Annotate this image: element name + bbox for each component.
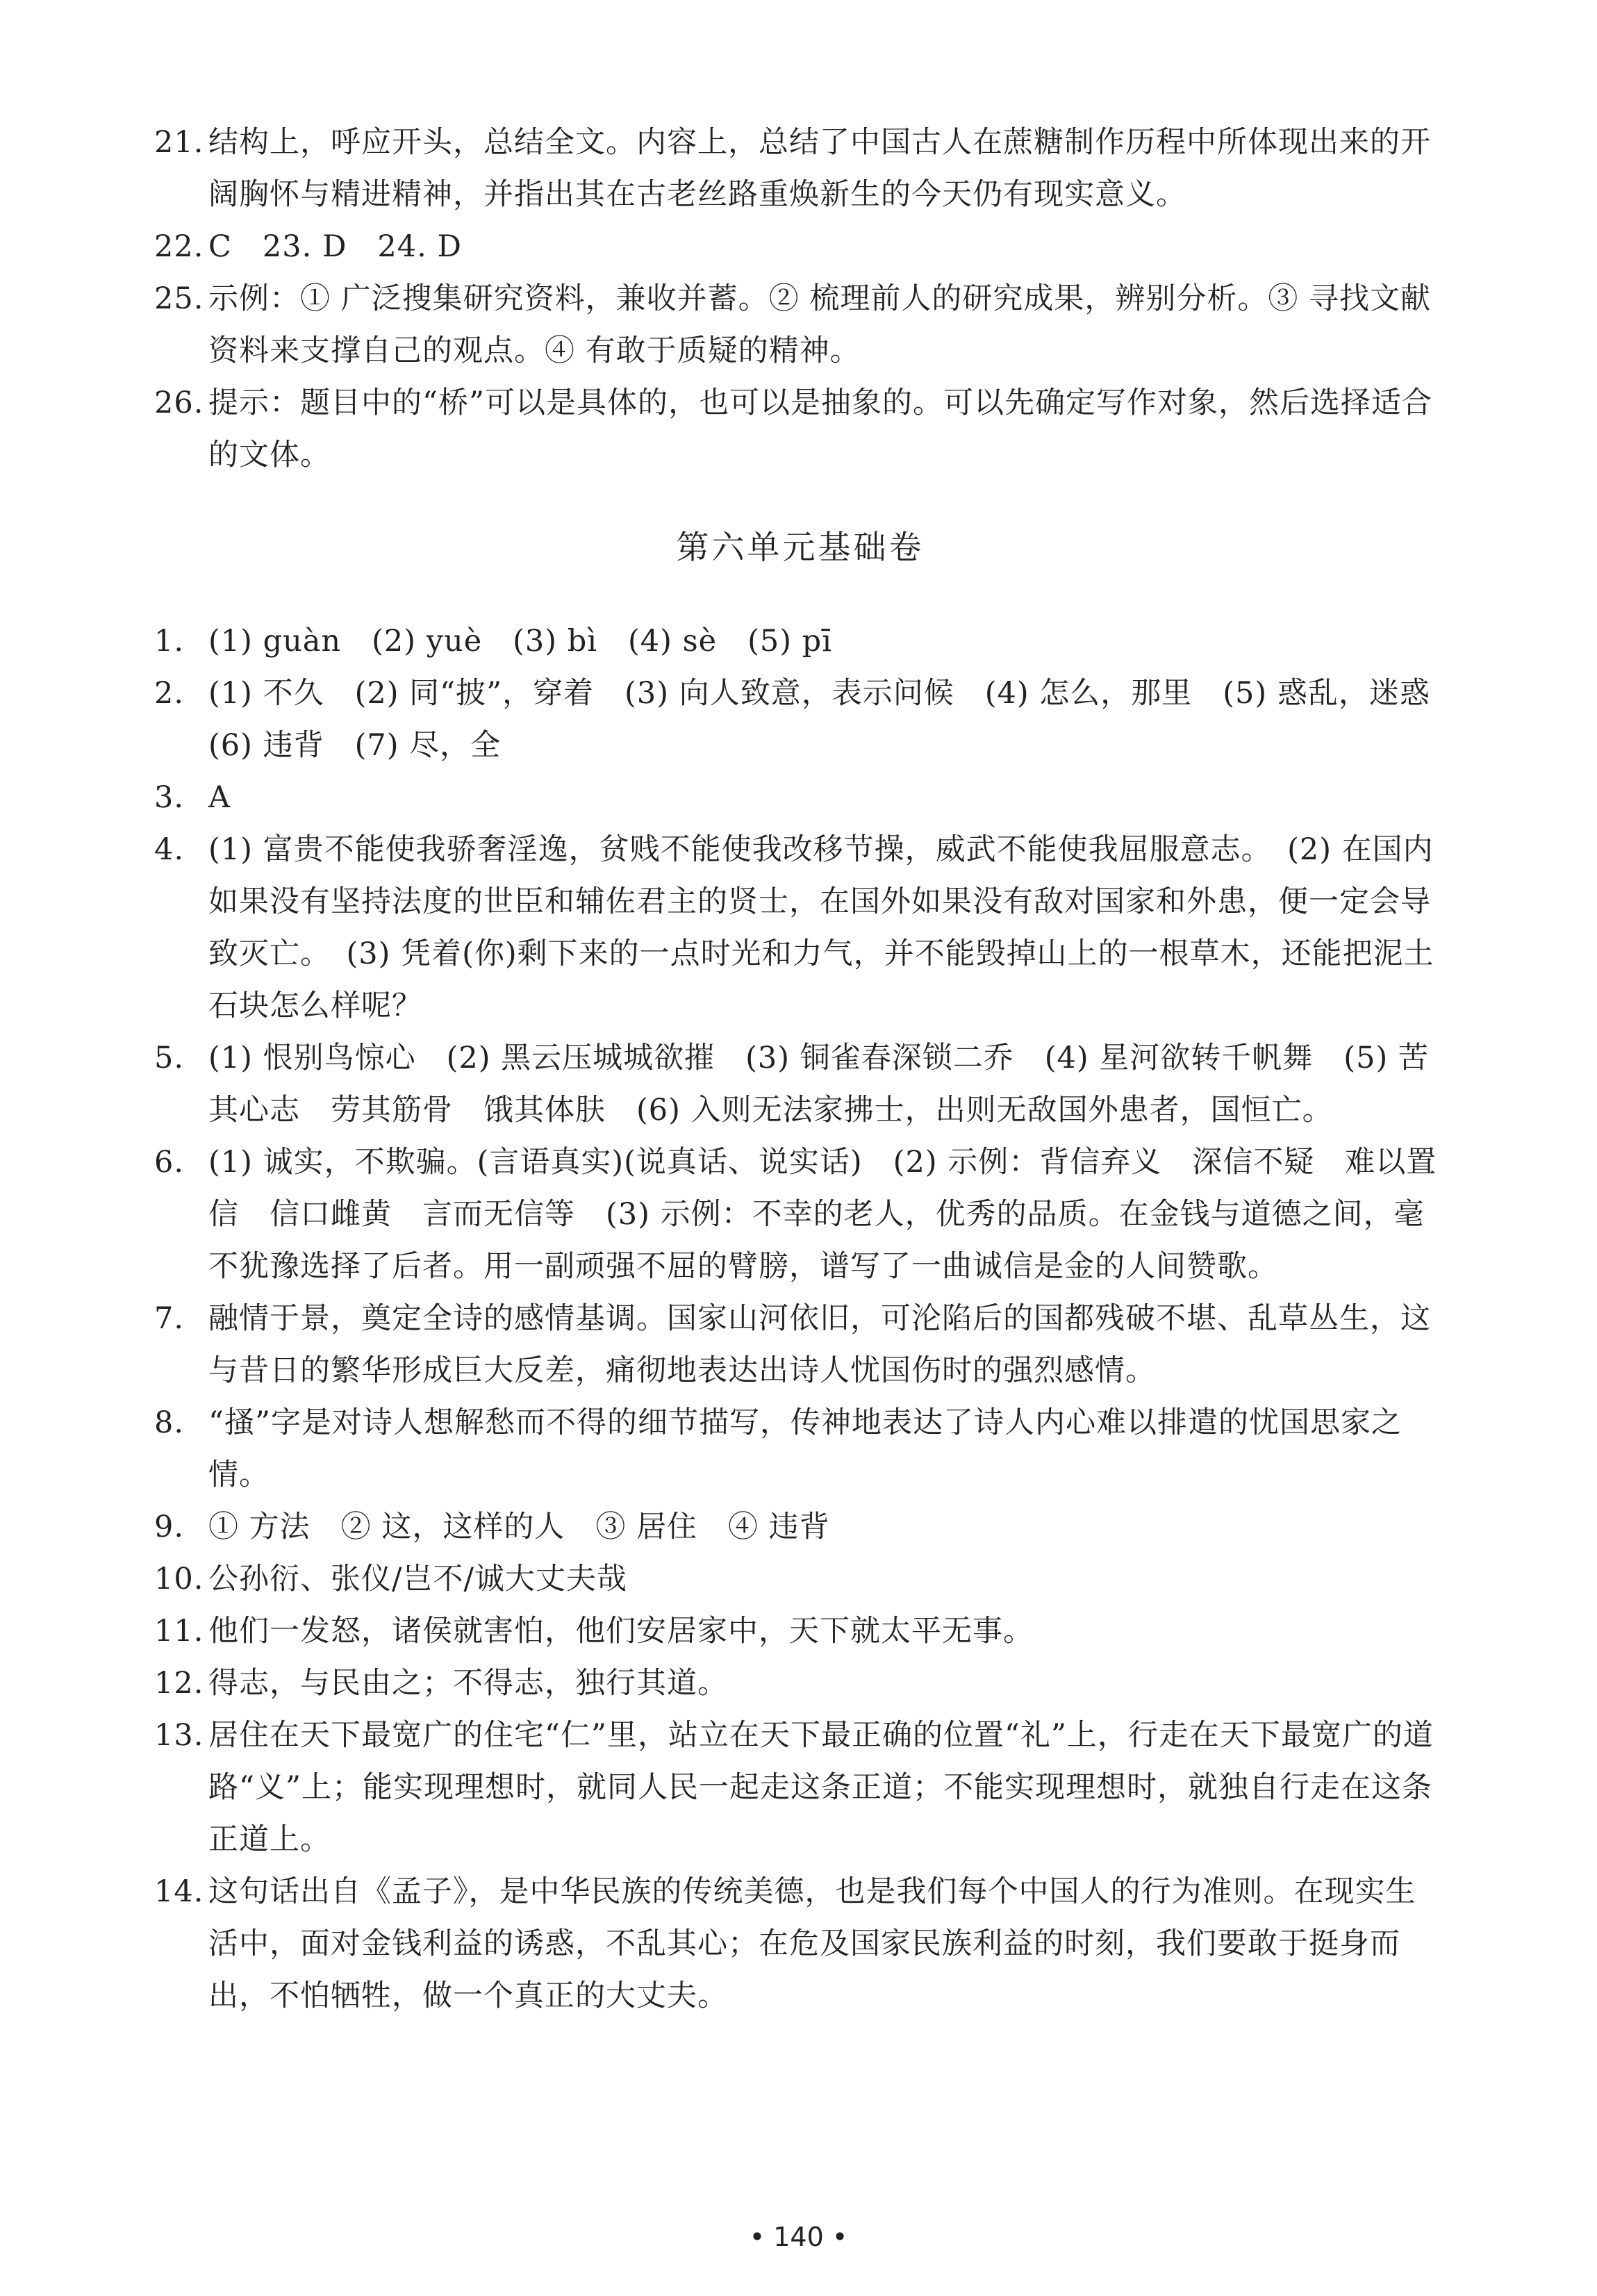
answer-item-12 [154,1658,1446,1710]
answer-item-14 [154,1866,1446,2022]
answer-item-9 [154,1501,1446,1553]
page-content [154,117,1461,2022]
answer-text: C 23. D 24. D [208,229,462,264]
answer-text: 得志，与民由之；不得志，独行其道。 [208,1666,728,1701]
answer-text: 结构上，呼应开头，总结全文。内容上，总结了中国古人在蔗糖制作历程中所体现出来的开阔胸怀与精进精神，并指出其在古老丝路重焕新生的今天仍有现实意义。 [208,125,1431,212]
answer-text: (1) 富贵不能使我骄奢淫逸，贫贱不能使我改移节操，威武不能使我屈服意志。 (2) 在国内如果没有坚持法度的世臣和辅佐君主的贤士，在国外如果没有敌对国家和外患，便一定会导致灭亡。 (3) 凭着(你)剩下来的一点时光和力气，并不能毁掉山上的一根草木，还能把泥土石块怎么样呢？ [208,832,1434,1023]
answer-item-6 [154,1137,1446,1293]
answer-text: (1) 不久 (2) 同“披”，穿着 (3) 向人致意，表示问候 (4) 怎么，那里 (5) 惑乱，迷惑 (6) 违背 (7) 尽，全 [208,676,1461,763]
answer-number: 22. [154,229,204,264]
answer-number: 21. [154,125,204,160]
answer-text: 示例：① 广泛搜集研究资料，兼收并蓄。② 梳理前人的研究成果，辨别分析。③ 寻找文献资料来支撑自己的观点。④ 有敢于质疑的精神。 [208,281,1432,368]
answer-text: (1) 恨别鸟惊心 (2) 黑云压城城欲摧 (3) 铜雀春深锁二乔 (4) 星河欲转千帆舞 (5) 苦其心志 劳其筋骨 饿其体肤 (6) 入则无法家拂士，出则无敌国外患者，国恒亡。 [208,1041,1429,1128]
answer-number: 1. [154,624,185,659]
answer-item-3 [154,772,1446,824]
answer-item-1 [154,616,1446,668]
answer-text: “搔”字是对诗人想解愁而不得的细节描写，传神地表达了诗人内心难以排遣的忧国思家之情。 [208,1405,1402,1492]
answer-item-4 [154,824,1446,1032]
answer-item-11 [154,1605,1446,1658]
answer-number: 26. [154,386,204,420]
answer-number: 5. [154,1041,185,1075]
answer-text: (1) 诚实，不欺骗。(言语真实)(说真话、说实话) (2) 示例：背信弃义 深信不疑 难以置信 信口雌黄 言而无信等 (3) 示例：不幸的老人，优秀的品质。在金钱与道德之间，毫不犹豫选择了后者。用一副顽强不屈的臂膀，谱写了一曲诚信是金的人间赞歌。 [208,1145,1437,1284]
answer-text: 这句话出自《孟子》，是中华民族的传统美德，也是我们每个中国人的行为准则。在现实生活中，面对金钱利益的诱惑，不乱其心；在危及国家民族利益的时刻，我们要敢于挺身而出，不怕牺牲，做一个真正的大丈夫。 [208,1874,1416,2013]
answer-text: (1) guàn (2) yuè (3) bì (4) sè (5) pī [208,624,832,659]
answer-text: 居住在天下最宽广的住宅“仁”里，站立在天下最正确的位置“礼”上，行走在天下最宽广的道路“义”上；能实现理想时，就同人民一起走这条正道；不能实现理想时，就独自行走在这条正道上。 [208,1718,1434,1857]
answer-item-7 [154,1293,1446,1397]
section-title: 第六单元基础卷 [676,529,925,567]
answer-item-2 [154,668,1461,772]
answer-number: 6. [154,1145,185,1180]
answer-number: 8. [154,1405,185,1440]
answer-text: 提示：题目中的“桥”可以是具体的，也可以是抽象的。可以先确定写作对象，然后选择适合的文体。 [208,386,1432,472]
answer-text: 融情于景，奠定全诗的感情基调。国家山河依旧，可沦陷后的国都残破不堪、乱草丛生，这与昔日的繁华形成巨大反差，痛彻地表达出诗人忧国伤时的强烈感情。 [208,1301,1431,1388]
answer-number: 11. [154,1614,204,1649]
answer-number: 4. [154,832,185,867]
answer-text: A [208,780,231,815]
answer-text: ① 方法 ② 这，这样的人 ③ 居住 ④ 违背 [208,1510,830,1544]
answer-item-25 [154,273,1446,377]
answer-number: 25. [154,281,204,316]
answer-number: 10. [154,1562,204,1596]
answer-item-21 [154,117,1446,221]
answer-item-10 [154,1553,1446,1605]
answer-number: 9. [154,1510,185,1544]
page-number: • 140 • [749,2222,848,2252]
answer-item-22 [154,221,1446,273]
answer-item-5 [154,1032,1446,1137]
answer-item-26 [154,377,1446,481]
answer-text: 他们一发怒，诸侯就害怕，他们安居家中，天下就太平无事。 [208,1614,1034,1649]
answer-text: 公孙衍、张仪/岂不/诚大丈夫哉 [208,1562,627,1596]
answer-number: 14. [154,1874,204,1909]
answer-number: 7. [154,1301,185,1336]
answer-number: 2. [154,676,185,711]
answer-item-8 [154,1397,1446,1501]
answer-number: 13. [154,1718,204,1753]
answer-number: 3. [154,780,185,815]
answer-item-13 [154,1710,1446,1866]
answer-number: 12. [154,1666,204,1701]
